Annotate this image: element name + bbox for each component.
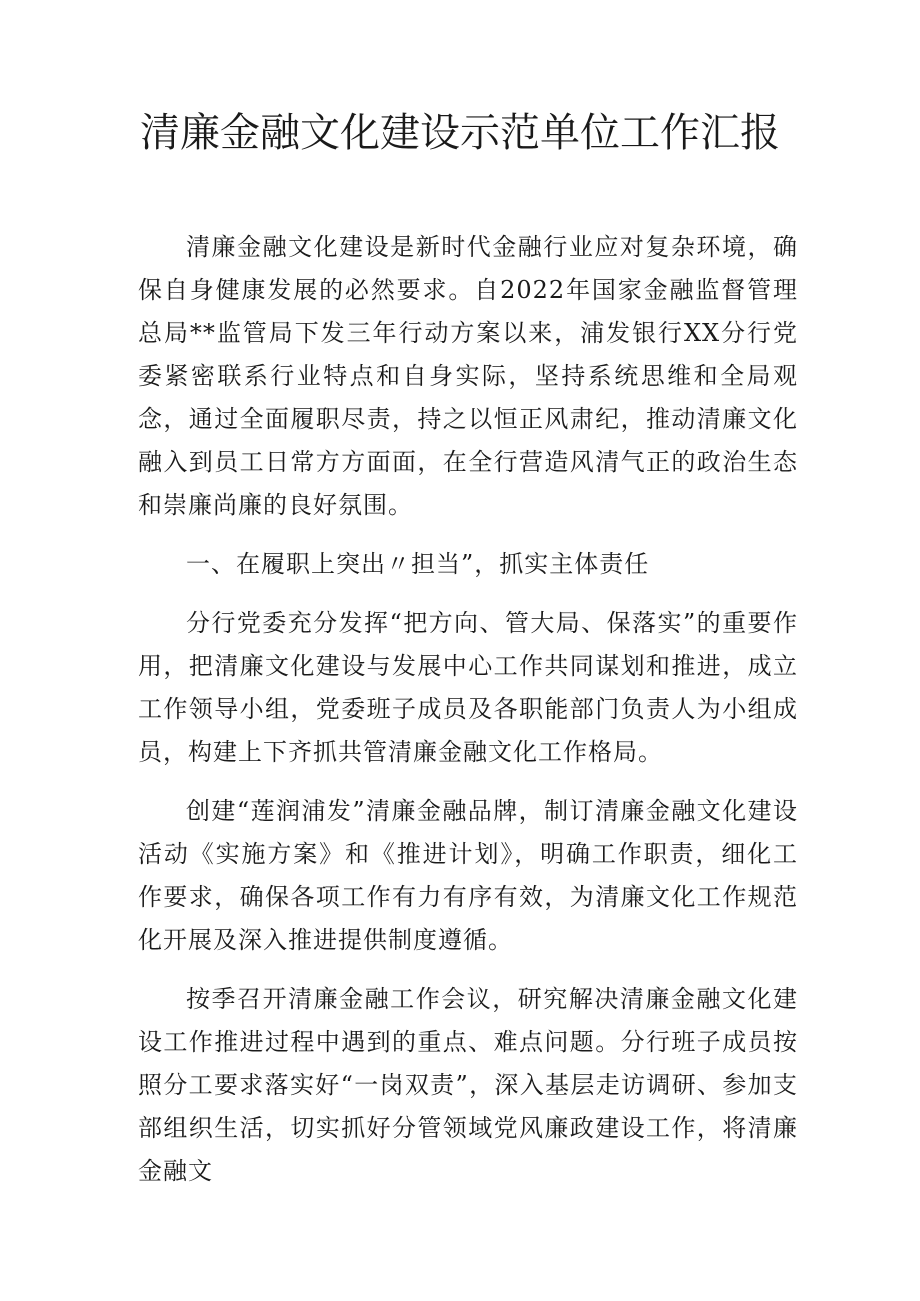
body-paragraph: 创建“莲润浦发”清廉金融品牌，制订清廉金融文化建设活动《实施方案》和《推进计划》，明确工作职责，细化工作要求，确保各项工作有力有序有效，为清廉文化工作规范化开展及深入推进提供制度遵循。 — [138, 797, 798, 954]
body-paragraph: 分行党委充分发挥“把方向、管大局、保落实”的重要作用，把清廉文化建设与发展中心工作共同谋划和推进，成立工作领导小组，党委班子成员及各职能部门负责人为小组成员，构建上下齐抓共管清廉金融文化工作格局。 — [138, 609, 798, 766]
body-paragraph: 按季召开清廉金融工作会议，研究解决清廉金融文化建设工作推进过程中遇到的重点、难点问题。分行班子成员按照分工要求落实好“一岗双责”，深入基层走访调研、参加支部组织生活，切实抓好分管领域党风廉政建设工作，将清廉金融文 — [138, 985, 798, 1185]
intro-paragraph: 清廉金融文化建设是新时代金融行业应对复杂环境，确保自身健康发展的必然要求。自2022年国家金融监督管理总局**监管局下发三年行动方案以来，浦发银行XX分行党委紧密联系行业特点和自身实际，坚持系统思维和全局观念，通过全面履职尽责，持之以恒正风肃纪，推动清廉文化融入到员工日常方方面面，在全行营造风清气正的政治生态和崇廉尚廉的良好氛围。 — [138, 233, 798, 519]
document-body — [138, 226, 798, 1209]
document-title: 清廉金融文化建设示范单位工作汇报 — [140, 110, 780, 156]
section-heading-1: 一、在履职上突出〃担当”，抓实主体责任 — [186, 550, 650, 578]
